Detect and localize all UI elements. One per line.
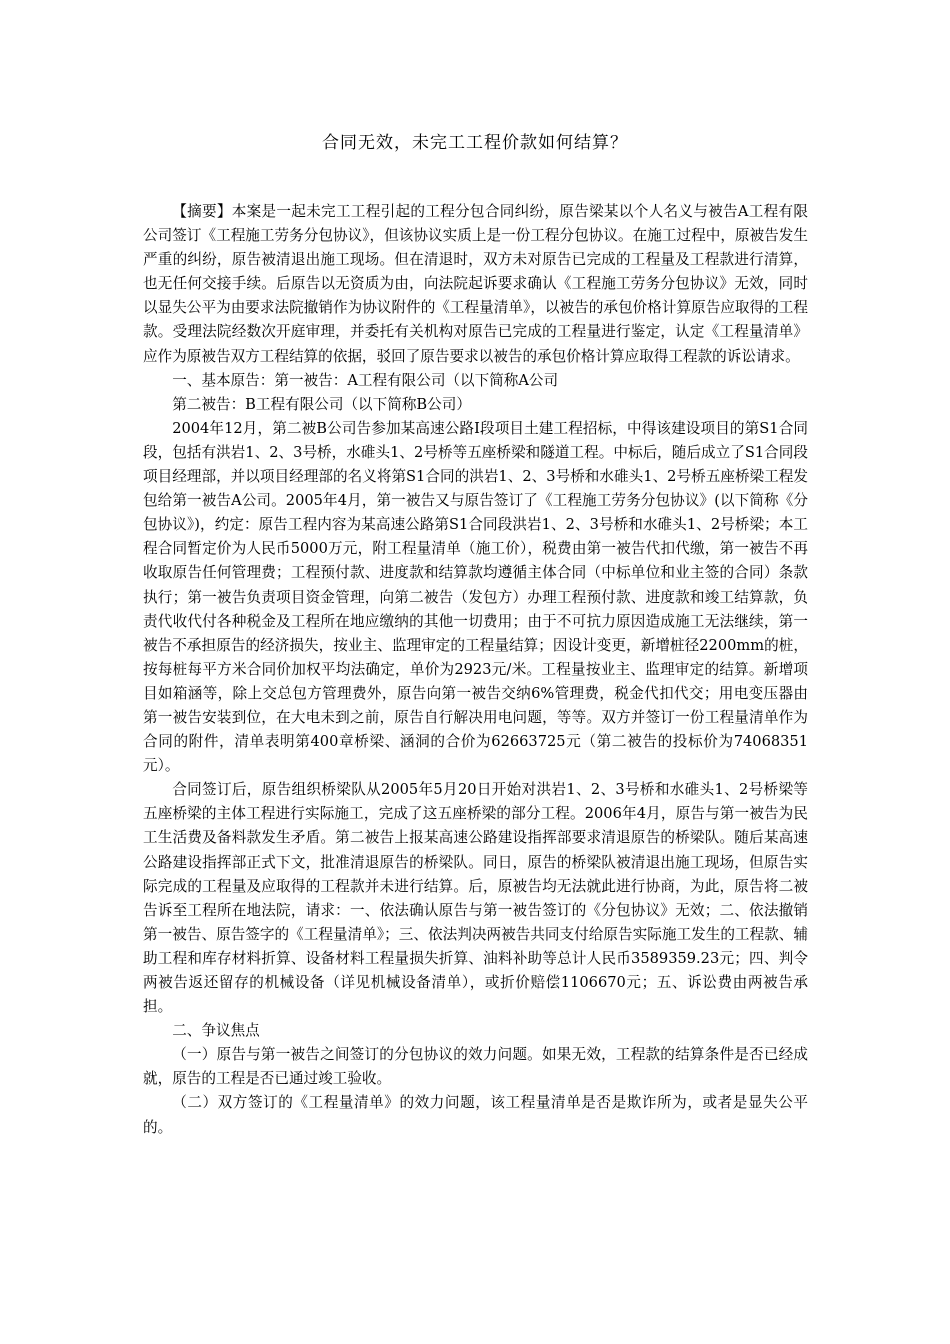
second-defendant-paragraph: 第二被告：B工程有限公司（以下简称B公司） [172, 395, 471, 413]
dispute-point-1: （一）原告与第一被告之间签订的分包协议的效力问题。如果无效，工程款的结算条件是否已经成就，原告的工程是否已通过竣工验收。 [143, 1046, 808, 1088]
dispute-point-2: （二）双方签订的《工程量清单》的效力问题，该工程量清单是否是欺诈所为，或者是显失公平的。 [143, 1094, 808, 1136]
claims-paragraph: 合同签订后，原告组织桥梁队从2005年5月20日开始对洪岩1、2、3号桥和水碓头1、2号桥梁等五座桥梁的主体工程进行实际施工，完成了这五座桥梁的部分工程。2006年4月，原告与第一被告为民工生活费及备料款发生矛盾。第二被告上报某高速公路建设指挥部要求清退原告的桥梁队。随后某高速公路建设指挥部正式下文，批准清退原告的桥梁队。同日，原告的桥梁队被清退出施工现场，但原告实际完成的工程量及应取得的工程款并未进行结算。后，原被告均无法就此进行协商，为此，原告将二被告诉至工程所在地法院，请求：一、依法确认原告与第一被告签订的《分包协议》无效；二、依法撤销第一被告、原告签字的《工程量清单》；三、依法判决两被告共同支付给原告实际施工发生的工程款、辅助工程和库存材料折算、设备材料工程量损失折算、油料补助等总计人民币3589359.23元；四、判令两被告返还留存的机械设备（详见机械设备清单），或折价赔偿1106670元；五、诉讼费由两被告承担。 [143, 781, 808, 1016]
document-body [143, 200, 808, 1140]
document-title: 合同无效，未完工工程价款如何结算？ [322, 133, 628, 153]
facts-paragraph: 2004年12月，第二被B公司告参加某高速公路Ⅰ段项目土建工程招标，中得该建设项目的第S1合同段，包括有洪岩1、2、3号桥，水碓头1、2号桥等五座桥梁和隧道工程。中标后，随后成立了S1合同段项目经理部，并以项目经理部的名义将第S1合同的洪岩1、2、3号桥和水碓头1、2号桥五座桥梁工程发包给第一被告A公司。2005年4月，第一被告又与原告签订了《工程施工劳务分包协议》(以下简称《分包协议》)，约定：原告工程内容为某高速公路第S1合同段洪岩1、2、3号桥和水碓头1、2号桥梁；本工程合同暂定价为人民币5000万元，附工程量清单（施工价），税费由第一被告代扣代缴，第一被告不再收取原告任何管理费；工程预付款、进度款和结算款均遵循主体合同（中标单位和业主签的合同）条款执行；第一被告负责项目资金管理，向第二被告（发包方）办理工程预付款、进度款和竣工结算款，负责代收代付各种税金及工程所在地应缴纳的其他一切费用；由于不可抗力原因造成施工无法继续，第一被告不承担原告的经济损失，按业主、监理审定的工程量结算；因设计变更，新增桩径2200mm的桩，按每桩每平方米合同价加权平均法确定，单价为2923元/米。工程量按业主、监理审定的结算。新增项目如箱涵等，除上交总包方管理费外，原告向第一被告交纳6%管理费，税金代扣代交；用电变压器由第一被告安装到位，在大电未到之前，原告自行解决用电问题，等等。双方并签订一份工程量清单作为合同的附件，清单表明第400章桥梁、涵洞的合价为62663725元（第二被告的投标价为74068351元）。 [143, 419, 808, 775]
abstract-paragraph: 【摘要】本案是一起未完工工程引起的工程分包合同纠纷，原告梁某以个人名义与被告A工程有限公司签订《工程施工劳务分包协议》，但该协议实质上是一份工程分包协议。在施工过程中，原被告发生严重的纠纷，原告被清退出施工现场。但在清退时，双方未对原告已完成的工程量及工程款进行清算，也无任何交接手续。后原告以无资质为由，向法院起诉要求确认《工程施工劳务分包协议》无效，同时以显失公平为由要求法院撤销作为协议附件的《工程量清单》，以被告的承包价格计算原告应取得的工程款。受理法院经数次开庭审理，并委托有关机构对原告已完成的工程量进行鉴定，认定《工程量清单》应作为原被告双方工程结算的依据，驳回了原告要求以被告的承包价格计算应取得工程款的诉讼请求。 [143, 203, 808, 365]
parties-paragraph: 一、基本原告：第一被告：A工程有限公司（以下简称A公司 [172, 371, 559, 389]
section-heading-dispute: 二、争议焦点 [172, 1022, 260, 1040]
